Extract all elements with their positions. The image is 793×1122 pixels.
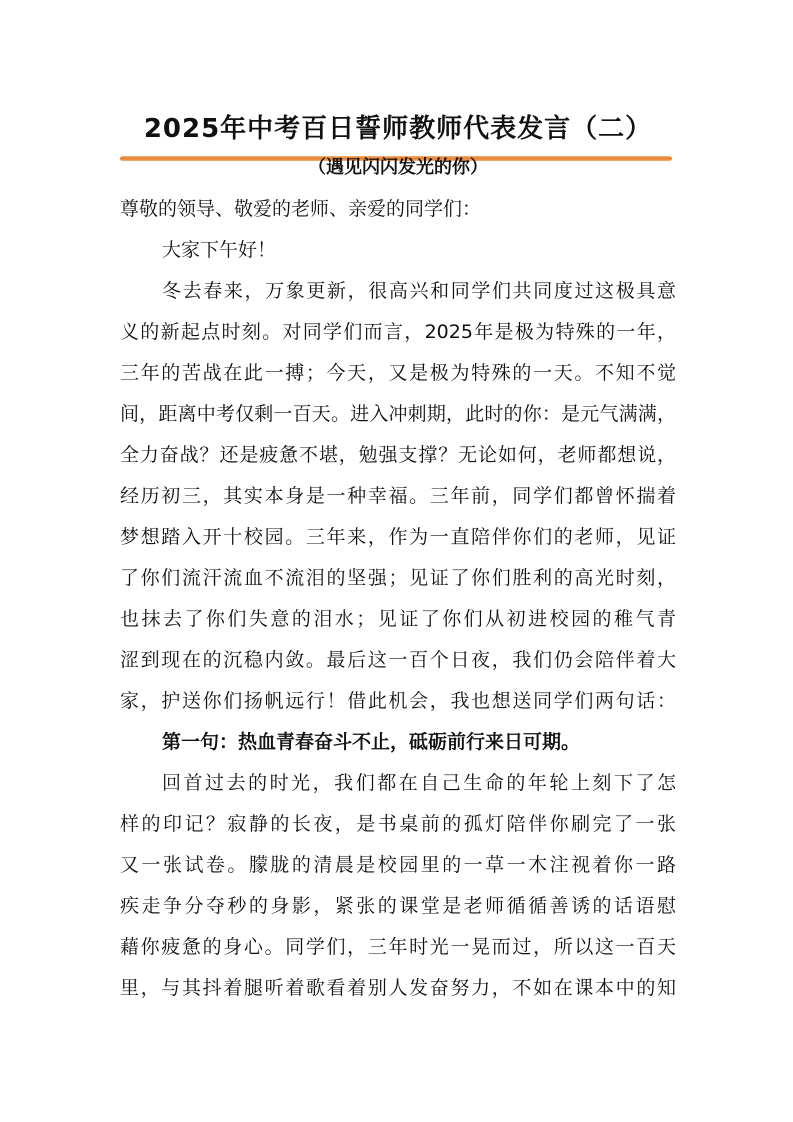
- paragraph-line: 藉你疲惫的身心。同学们，三年时光一晃而过，所以这一百天: [120, 936, 676, 958]
- paragraph-line: 经历初三，其实本身是一种幸福。三年前，同学们都曾怀揣着: [120, 485, 676, 507]
- document-title: 2025年中考百日誓师教师代表发言（二）: [143, 114, 653, 144]
- paragraph-line: 冬去春来，万象更新，很高兴和同学们共同度过这极具意: [162, 280, 676, 302]
- salutation: 尊敬的领导、敬爱的老师、亲爱的同学们：: [120, 198, 482, 220]
- paragraph-line: 样的印记？寂静的长夜，是书桌前的孤灯陪伴你刷完了一张: [120, 813, 676, 835]
- paragraph-line: 涩到现在的沉稳内敛。最后这一百个日夜，我们仍会陪伴着大: [120, 649, 676, 671]
- paragraph-line: 回首过去的时光，我们都在自己生命的年轮上刻下了怎: [162, 772, 676, 794]
- document-subtitle: （遇见闪闪发光的你）: [308, 157, 488, 178]
- paragraph-line: 梦想踏入开十校园。三年来，作为一直陪伴你们的老师，见证: [120, 526, 676, 548]
- paragraph-line: 间，距离中考仅剩一百天。进入冲刺期，此时的你：是元气满满，: [120, 403, 676, 425]
- paragraph-line: 了你们流汗流血不流泪的坚强；见证了你们胜利的高光时刻，: [120, 567, 676, 589]
- paragraph-line: 疾走争分夺秒的身影，紧张的课堂是老师循循善诱的话语慰: [120, 895, 676, 917]
- paragraph-line: 三年的苦战在此一搏；今天，又是极为特殊的一天。不知不觉: [120, 362, 676, 384]
- greeting: 大家下午好！: [162, 239, 277, 261]
- paragraph-line: 义的新起点时刻。对同学们而言，2025年是极为特殊的一年，: [120, 321, 676, 343]
- section-heading: 第一句：热血青春奋斗不止，砥砺前行来日可期。: [162, 731, 581, 753]
- paragraph-line: 又一张试卷。朦胧的清晨是校园里的一草一木注视着你一路: [120, 854, 676, 876]
- paragraph-line: 家，护送你们扬帆远行！借此机会，我也想送同学们两句话：: [120, 690, 676, 712]
- paragraph-line: 里，与其抖着腿听着歌看着别人发奋努力，不如在课本中的知: [120, 977, 676, 999]
- paragraph-line: 也抹去了你们失意的泪水；见证了你们从初进校园的稚气青: [120, 608, 676, 630]
- paragraph-line: 全力奋战？还是疲惫不堪，勉强支撑？无论如何，老师都想说，: [120, 444, 676, 466]
